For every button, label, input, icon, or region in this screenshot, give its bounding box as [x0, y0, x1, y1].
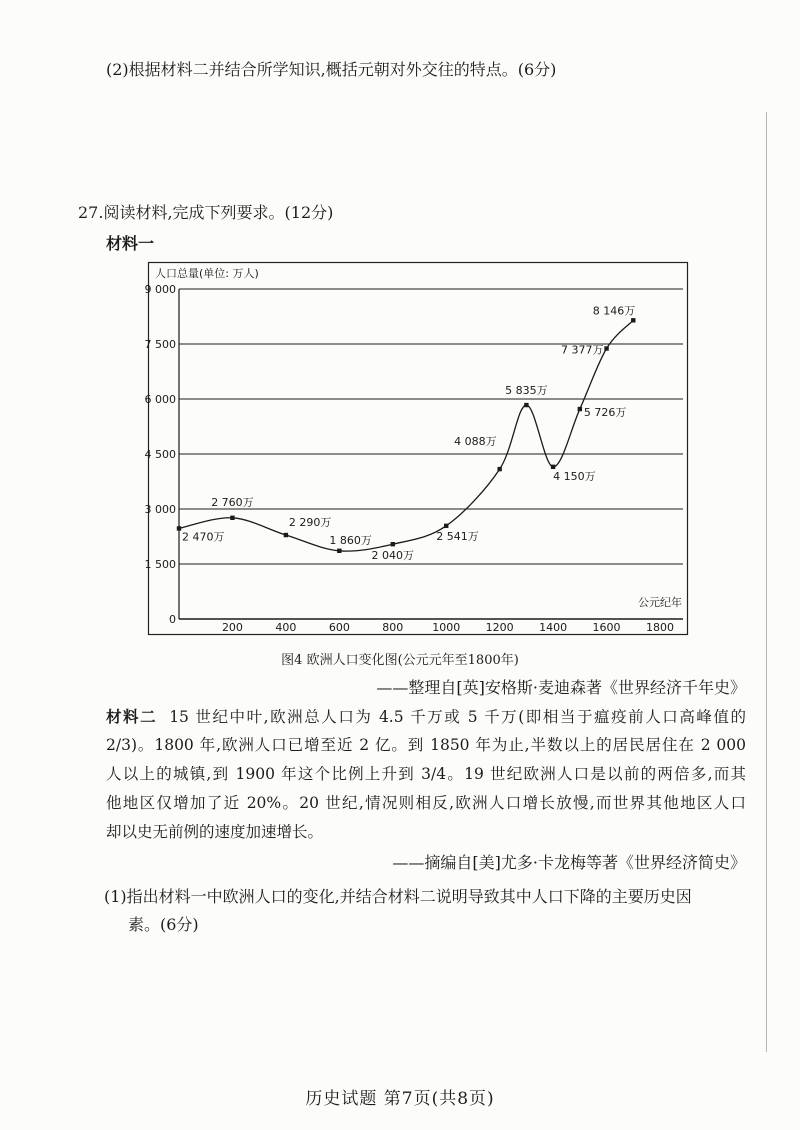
- data-point: [391, 542, 395, 546]
- x-tick-label: 600: [328, 621, 350, 634]
- question-27-part-1-line: 素。(6分): [128, 915, 199, 934]
- y-tick-label: 9 000: [144, 283, 176, 296]
- material-2-line: 2/3)。1800 年,欧洲人口已增至近 2 亿。到 1850 年为止,半数以上的居民居住在 2 000: [106, 736, 746, 754]
- material-2-line: 人以上的城镇,到 1900 年这个比例上升到 3/4。19 世纪欧洲人口是以前的两倍多,而其: [106, 765, 746, 783]
- x-tick-label: 1000: [432, 621, 461, 634]
- scan-edge-line: [766, 112, 767, 1052]
- data-label: 4 088万: [454, 435, 497, 449]
- material-2-text: 15 世纪中叶,欧洲总人口为 4.5 千万或 5 千万(即相当于瘟疫前人口高峰值的: [169, 708, 746, 726]
- y-tick-label: 3 000: [144, 503, 176, 516]
- y-tick-label: 6 000: [144, 393, 176, 406]
- data-point: [578, 407, 582, 411]
- data-point: [177, 526, 181, 530]
- question-27-part-1-line: (1)指出材料一中欧洲人口的变化,并结合材料二说明导致其中人口下降的主要历史因: [104, 887, 692, 906]
- data-label: 2 290万: [288, 516, 332, 530]
- x-tick-label: 1200: [485, 621, 514, 634]
- data-point: [230, 516, 234, 520]
- x-tick-label: 1400: [539, 621, 568, 634]
- data-point: [631, 318, 635, 322]
- x-tick-label: 800: [382, 621, 404, 634]
- data-label: 4 150万: [553, 469, 596, 483]
- data-label: 1 860万: [329, 533, 372, 547]
- data-label: 2 040万: [371, 549, 415, 563]
- data-point: [497, 467, 501, 471]
- question-27-heading: 27.阅读材料,完成下列要求。(12分): [78, 203, 334, 222]
- x-tick-label: 1600: [592, 621, 621, 634]
- y-axis-title: 人口总量(单位: 万人): [155, 267, 259, 280]
- data-point: [604, 346, 608, 350]
- data-point: [551, 465, 555, 469]
- question-26-part-2: (2)根据材料二并结合所学知识,概括元朝对外交往的特点。(6分): [106, 60, 557, 79]
- y-tick-label: 4 500: [144, 448, 176, 461]
- data-label: 2 541万: [436, 529, 479, 543]
- source-2: ——摘编自[美]尤多·卡龙梅等著《世界经济简史》: [392, 853, 746, 872]
- data-label: 2 470万: [182, 530, 225, 544]
- source-1: ——整理自[英]安格斯·麦迪森著《世界经济千年史》: [376, 678, 746, 697]
- material-2-line: 他地区仅增加了近 20%。20 世纪,情况则相反,欧洲人口增长放慢,而世界其他地区人口: [106, 794, 746, 812]
- material-2-line: [106, 702, 746, 731]
- data-label: 2 760万: [211, 495, 254, 509]
- material-2-line: 却以史无前例的速度加速增长。: [106, 823, 324, 841]
- material-1-label: 材料一: [106, 234, 155, 253]
- material-2-paragraph: [106, 702, 746, 847]
- data-label: 5 726万: [583, 406, 627, 420]
- data-point: [337, 549, 341, 553]
- x-tick-label: 400: [275, 621, 297, 634]
- data-point: [444, 524, 448, 528]
- x-tick-label: 200: [221, 621, 243, 634]
- population-chart: [144, 262, 688, 635]
- data-point: [524, 403, 528, 407]
- data-label: 8 146万: [592, 304, 636, 318]
- page-footer: 历史试题 第7页(共8页): [305, 1089, 495, 1109]
- data-label: 5 835万: [505, 384, 548, 398]
- x-axis-title: 公元纪年: [638, 596, 682, 609]
- chart-frame: [149, 263, 688, 635]
- x-tick-label: 1800: [646, 621, 674, 634]
- material-2-label: 材料二: [106, 707, 158, 726]
- data-label: 7 377万: [561, 343, 604, 357]
- data-point: [284, 533, 288, 537]
- figure-caption: 图4 欧洲人口变化图(公元元年至1800年): [281, 653, 519, 668]
- y-tick-label: 7 500: [144, 338, 176, 351]
- y-tick-label: 1 500: [144, 558, 176, 571]
- y-tick-label: 0: [169, 613, 176, 626]
